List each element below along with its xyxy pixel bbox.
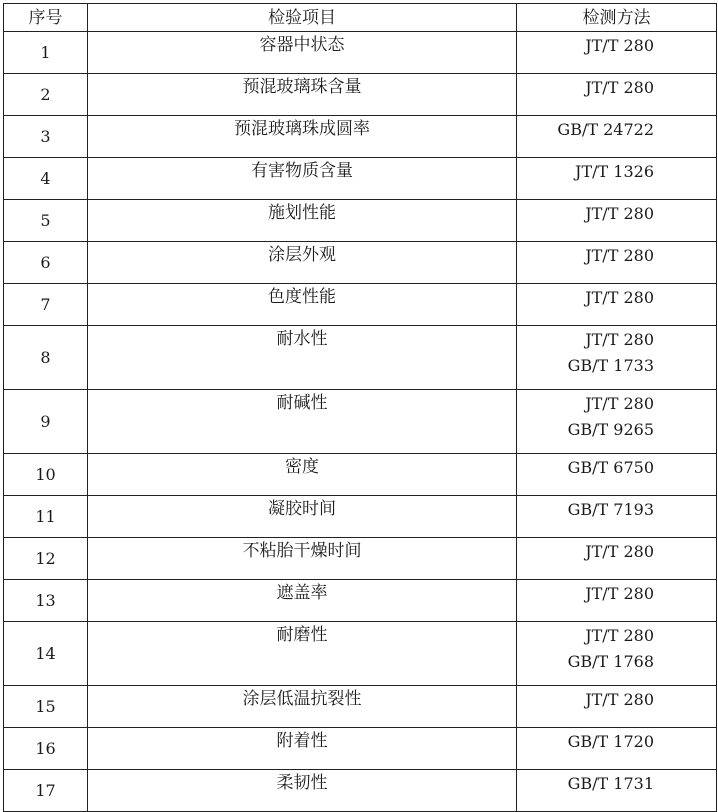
table-row [4, 770, 717, 812]
test-method-cell [517, 158, 717, 200]
test-method: JT/T 280 [585, 690, 654, 709]
row-number: 6 [4, 242, 88, 284]
row-number: 10 [4, 454, 88, 496]
test-method-cell [517, 496, 717, 538]
row-number: 3 [4, 116, 88, 158]
test-method: GB/T 1733 [567, 356, 654, 375]
test-method-cell [517, 390, 717, 454]
row-number: 5 [4, 200, 88, 242]
test-method: GB/T 1720 [567, 732, 654, 751]
table-row [4, 74, 717, 116]
header-no: 序号 [4, 4, 88, 32]
header-item: 检验项目 [88, 4, 517, 32]
test-method: JT/T 280 [585, 394, 654, 413]
test-method: JT/T 280 [585, 204, 654, 223]
inspection-item: 涂层外观 [88, 242, 517, 284]
table-row [4, 622, 717, 686]
table-row [4, 496, 717, 538]
table-row [4, 390, 717, 454]
test-method: GB/T 9265 [567, 420, 654, 439]
table-row [4, 326, 717, 390]
test-method: GB/T 7193 [567, 500, 654, 519]
test-method-cell [517, 242, 717, 284]
inspection-item: 附着性 [88, 728, 517, 770]
inspection-item: 不粘胎干燥时间 [88, 538, 517, 580]
row-number: 15 [4, 686, 88, 728]
test-method-cell [517, 326, 717, 390]
row-number: 16 [4, 728, 88, 770]
test-method-cell [517, 622, 717, 686]
table-row [4, 242, 717, 284]
test-method-cell [517, 116, 717, 158]
row-number: 7 [4, 284, 88, 326]
test-method-cell [517, 32, 717, 74]
test-method: GB/T 24722 [557, 120, 654, 139]
test-method: JT/T 280 [585, 288, 654, 307]
table-row [4, 32, 717, 74]
test-method-cell [517, 74, 717, 116]
row-number: 8 [4, 326, 88, 390]
test-method: JT/T 280 [585, 542, 654, 561]
test-method-cell [517, 454, 717, 496]
inspection-item: 耐磨性 [88, 622, 517, 686]
table-row [4, 454, 717, 496]
test-method: JT/T 280 [585, 626, 654, 645]
test-method-cell [517, 580, 717, 622]
test-method: GB/T 1731 [567, 774, 654, 793]
table-row [4, 538, 717, 580]
inspection-table [3, 3, 717, 812]
test-method-cell [517, 538, 717, 580]
row-number: 17 [4, 770, 88, 812]
test-method: JT/T 280 [585, 78, 654, 97]
inspection-item: 凝胶时间 [88, 496, 517, 538]
test-method: GB/T 6750 [567, 458, 654, 477]
row-number: 1 [4, 32, 88, 74]
test-method: JT/T 280 [585, 584, 654, 603]
header-row [4, 4, 717, 32]
test-method-cell [517, 728, 717, 770]
row-number: 11 [4, 496, 88, 538]
row-number: 4 [4, 158, 88, 200]
inspection-item: 柔韧性 [88, 770, 517, 812]
test-method: GB/T 1768 [567, 652, 654, 671]
test-method-cell [517, 686, 717, 728]
table-row [4, 200, 717, 242]
test-method: JT/T 280 [585, 246, 654, 265]
test-method-cell [517, 284, 717, 326]
table-row [4, 116, 717, 158]
inspection-item: 密度 [88, 454, 517, 496]
test-method: JT/T 280 [585, 330, 654, 349]
test-method: JT/T 1326 [575, 162, 654, 181]
row-number: 14 [4, 622, 88, 686]
table-row [4, 686, 717, 728]
row-number: 9 [4, 390, 88, 454]
inspection-item: 预混玻璃珠含量 [88, 74, 517, 116]
row-number: 2 [4, 74, 88, 116]
table-row [4, 728, 717, 770]
header-method: 检测方法 [517, 4, 717, 32]
inspection-item: 涂层低温抗裂性 [88, 686, 517, 728]
inspection-item: 遮盖率 [88, 580, 517, 622]
test-method-cell [517, 200, 717, 242]
inspection-item: 施划性能 [88, 200, 517, 242]
row-number: 13 [4, 580, 88, 622]
test-method-cell [517, 770, 717, 812]
inspection-item: 耐水性 [88, 326, 517, 390]
inspection-item: 有害物质含量 [88, 158, 517, 200]
table-row [4, 580, 717, 622]
inspection-item: 预混玻璃珠成圆率 [88, 116, 517, 158]
inspection-item: 色度性能 [88, 284, 517, 326]
inspection-item: 耐碱性 [88, 390, 517, 454]
table-row [4, 284, 717, 326]
inspection-item: 容器中状态 [88, 32, 517, 74]
table-row [4, 158, 717, 200]
test-method: JT/T 280 [585, 36, 654, 55]
row-number: 12 [4, 538, 88, 580]
